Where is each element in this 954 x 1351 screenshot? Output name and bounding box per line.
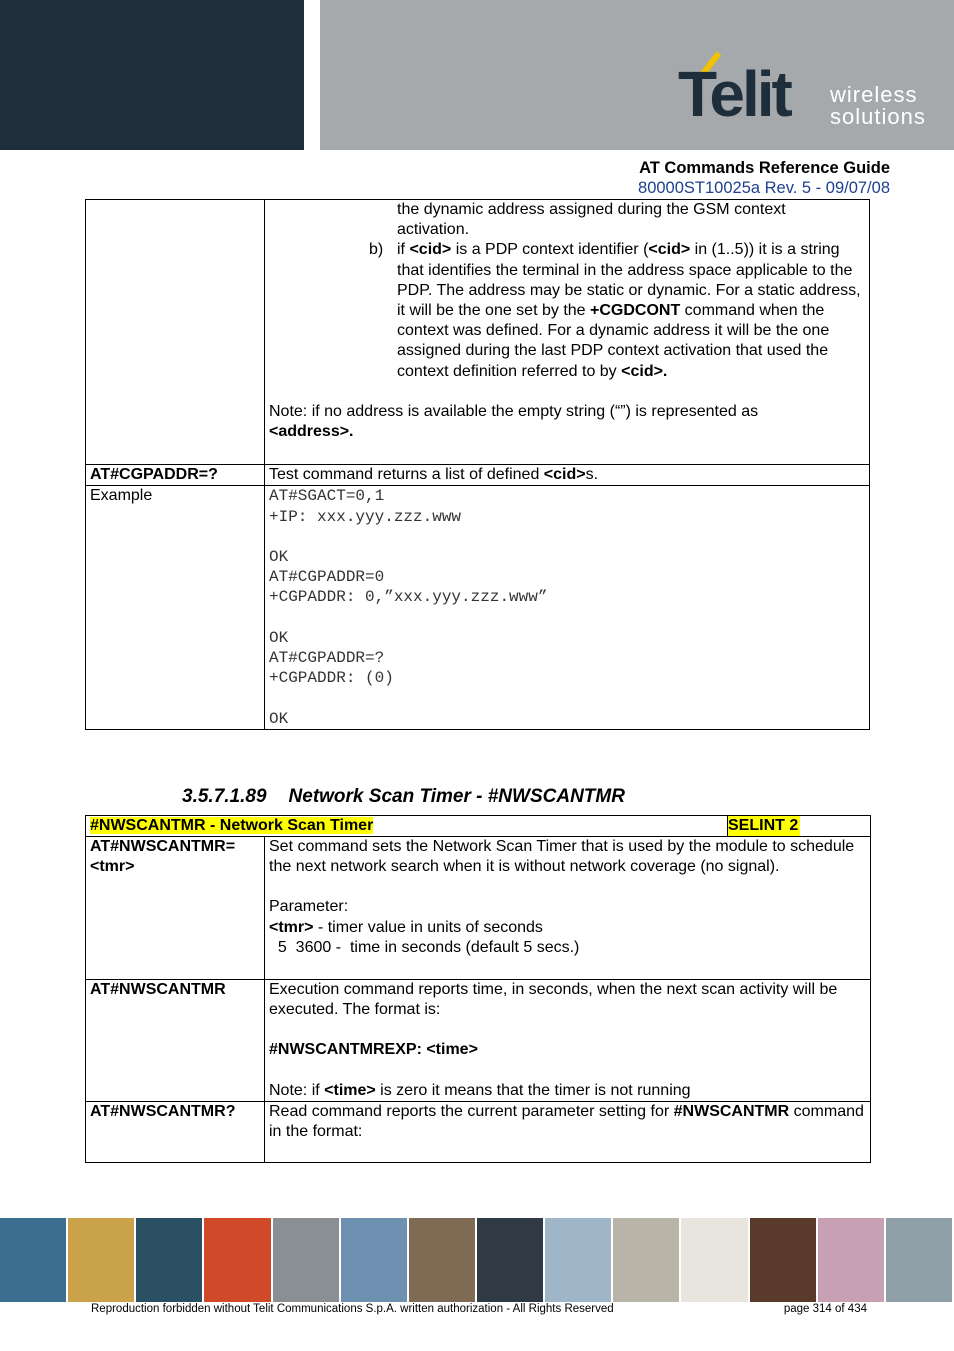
table-header-cell: [86, 816, 871, 837]
description: Execution command reports time, in seconds, when the next scan activity will be executed. The format is:: [269, 981, 838, 1019]
table-cell: [265, 837, 871, 980]
code-line: [269, 608, 865, 628]
param-name: <address>.: [269, 423, 354, 441]
list-item-label: b): [369, 241, 384, 259]
example-label: Example: [86, 486, 265, 729]
footer-photo-tile: [886, 1218, 954, 1302]
page-number: page 314 of 434: [783, 1303, 867, 1315]
text: in (1..5)) it is a string that identifies the terminal in the address space applicable to the PDP. The address may be static or dynamic. For a static address, it will be the one set by the: [397, 241, 861, 320]
table-cell: [265, 1101, 871, 1162]
note: [269, 1081, 866, 1101]
footer-photo-tile: [477, 1218, 545, 1302]
text: command when the context was defined. For a dynamic address it will be the one assigned during the last PDP context activation that used the context definition referred to by: [397, 302, 830, 380]
footer-photo-tile: [818, 1218, 886, 1302]
nwscantmr-table: [85, 815, 871, 1163]
table-row: [86, 200, 870, 465]
footer-photo-tile: [409, 1218, 477, 1302]
header-divider: [727, 815, 728, 837]
code-line: AT#CGPADDR=0: [269, 568, 385, 587]
footer-copyright: Reproduction forbidden without Telit Communications S.p.A. written authorization - All Rights Reserved: [91, 1303, 614, 1315]
logo-tagline-line1: wireless: [830, 82, 918, 107]
param-name: <cid>.: [621, 362, 668, 380]
list-item: [369, 240, 865, 381]
table-header-label: #NWSCANTMR - Network Scan Timer: [90, 817, 374, 834]
command-name: #NWSCANTMR: [673, 1102, 790, 1120]
table-row: [86, 1101, 871, 1162]
param-line: [269, 918, 866, 938]
note: [269, 402, 865, 442]
text: Test command returns a list of defined: [269, 466, 544, 484]
list-continuation: [269, 200, 865, 382]
command-param: <tmr>: [90, 858, 135, 876]
table-row: [86, 486, 870, 729]
code-line: [269, 688, 865, 708]
document-header: [638, 158, 890, 198]
section-title: Network Scan Timer - #NWSCANTMR: [288, 786, 625, 807]
footer-photo-tile: [750, 1218, 818, 1302]
code-line: AT#SGACT=0,1: [269, 487, 385, 506]
text: - timer value in units of seconds: [313, 918, 543, 936]
table-row: [86, 837, 871, 980]
table-row: [86, 816, 871, 837]
table-cell: [265, 465, 870, 486]
document-revision: 80000ST10025a Rev. 5 - 09/07/08: [638, 179, 890, 197]
footer-photo-tile: [681, 1218, 749, 1302]
text: Read command reports the current parameter setting for: [269, 1102, 674, 1120]
code-line: +IP: xxx.yyy.zzz.www: [269, 507, 462, 526]
footer-photo-tile: [136, 1218, 204, 1302]
example-code: [265, 486, 870, 729]
footer-photo-tile: [341, 1218, 409, 1302]
footer-photo-tile: [273, 1218, 341, 1302]
list-item-text: activation.: [397, 221, 470, 239]
section-number: 3.5.7.1.89: [182, 786, 267, 807]
code-line: +CGPADDR: 0,”xxx.yyy.zzz.www”: [269, 588, 548, 607]
text: Note: if: [269, 1081, 325, 1099]
param-name: <cid>: [648, 241, 691, 259]
code-line: OK: [269, 709, 289, 728]
selint-badge: SELINT 2: [728, 816, 800, 836]
text: is a PDP context identifier (: [451, 241, 649, 259]
footer-photo-strip: [0, 1218, 954, 1302]
header-dark-band: [0, 0, 304, 150]
code-line: OK: [269, 628, 289, 647]
table-cell: [265, 200, 870, 465]
code-line: OK: [269, 548, 289, 567]
footer-photo-tile: [0, 1218, 68, 1302]
list-item-text: the dynamic address assigned during the GSM context: [397, 201, 786, 218]
table-row: [86, 980, 871, 1102]
table-cell: [86, 200, 265, 465]
param-name: <tmr>: [269, 918, 314, 936]
footer: [91, 1303, 867, 1315]
code-line: AT#CGPADDR=?: [269, 649, 385, 668]
command-cell: [86, 837, 265, 980]
table-row: [86, 465, 870, 486]
footer-photo-tile: [613, 1218, 681, 1302]
section-heading: [182, 786, 625, 808]
footer-photo-tile: [68, 1218, 136, 1302]
logo-telit: Telit: [678, 58, 790, 130]
logo-tagline-line2: solutions: [830, 104, 926, 129]
param-label: Parameter:: [269, 898, 349, 916]
table-cell: [265, 980, 871, 1102]
command-cell: AT#NWSCANTMR?: [86, 1101, 265, 1162]
param-name: <time>: [324, 1081, 376, 1099]
text: s.: [585, 466, 599, 484]
document-title: AT Commands Reference Guide: [639, 159, 890, 177]
param-range: 5 3600 - time in seconds (default 5 secs.): [269, 938, 580, 956]
command-name: AT#NWSCANTMR=: [90, 838, 236, 855]
command-cell: AT#NWSCANTMR: [86, 980, 265, 1102]
text: command in the format:: [269, 1102, 864, 1141]
code-line: +CGPADDR: (0): [269, 669, 394, 688]
cgpaddr-table: [85, 199, 870, 730]
command-name: +CGDCONT: [590, 302, 681, 320]
footer-photo-tile: [545, 1218, 613, 1302]
footer-photo-tile: [204, 1218, 272, 1302]
command-cell: AT#CGPADDR=?: [86, 465, 265, 486]
param-name: <cid>: [543, 466, 586, 484]
description: Set command sets the Network Scan Timer that is used by the module to schedule the next network search when it is without network coverage (no signal).: [269, 838, 855, 876]
text: if: [397, 241, 410, 259]
logo-tagline: [830, 84, 926, 128]
param-name: <cid>: [409, 241, 452, 259]
code-line: [269, 527, 865, 547]
text: Note: if no address is available the empty string (“”) is represented as: [269, 402, 759, 420]
text: is zero it means that the timer is not running: [375, 1081, 691, 1099]
response-format: #NWSCANTMREXP: <time>: [269, 1041, 478, 1059]
